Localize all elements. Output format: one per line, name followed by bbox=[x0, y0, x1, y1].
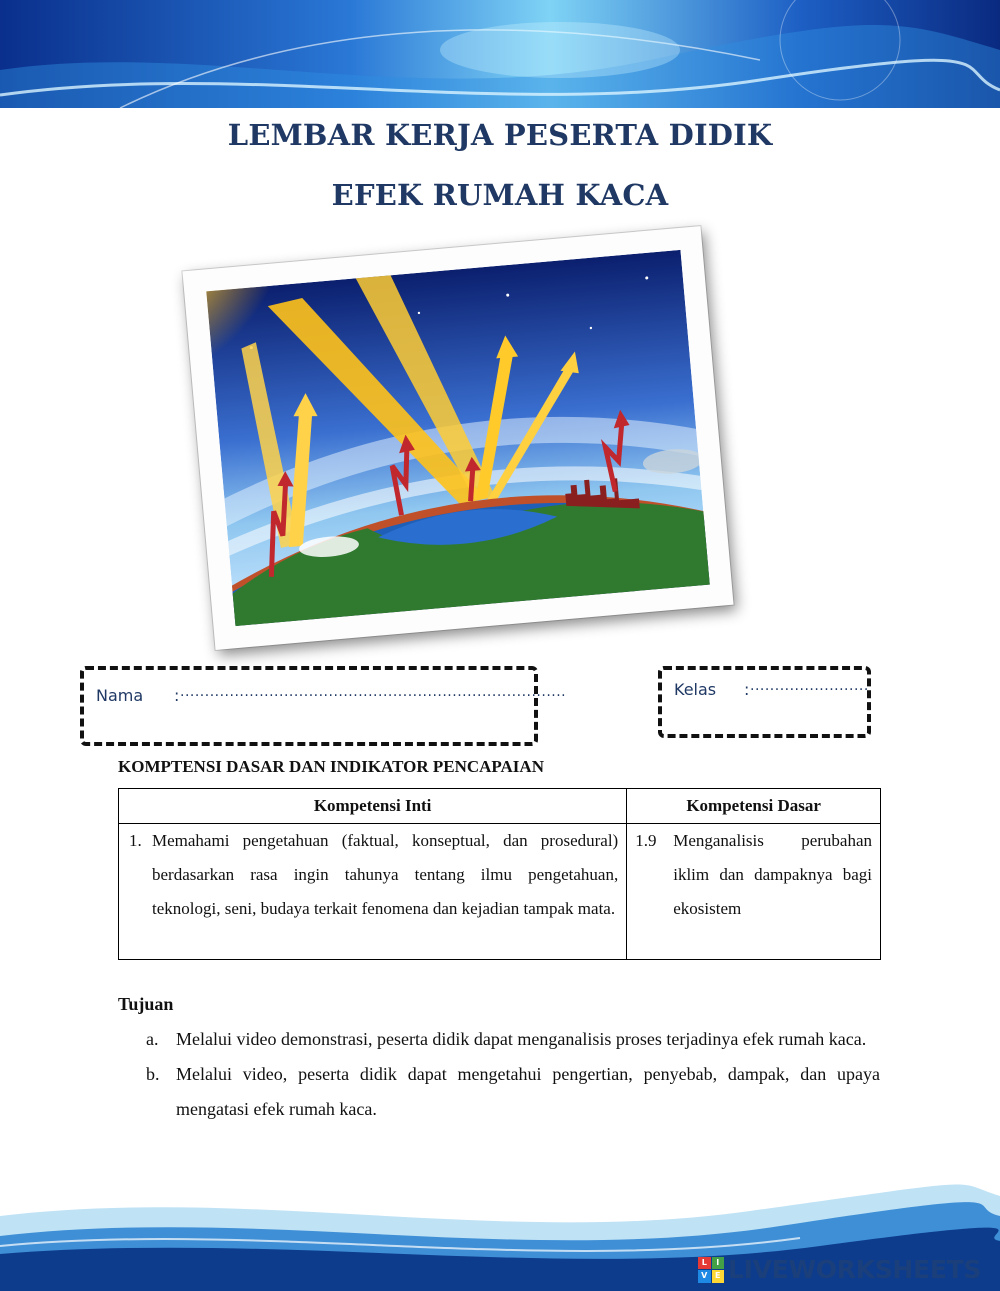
logo-letter: E bbox=[712, 1270, 725, 1283]
header-banner bbox=[0, 0, 1000, 108]
logo-letter: V bbox=[698, 1270, 711, 1283]
list-item-letter: a. bbox=[146, 1029, 159, 1049]
logo-letter: I bbox=[712, 1257, 725, 1270]
kelas-colon: : bbox=[744, 680, 750, 699]
list-item bbox=[146, 1057, 880, 1127]
competency-table bbox=[118, 788, 881, 960]
kd-text: Menganalisis perubahan iklim dan dampaknya bagi ekosistem bbox=[673, 831, 872, 918]
liveworksheets-watermark bbox=[698, 1255, 981, 1284]
kd-number: 1.9 bbox=[635, 831, 657, 850]
kd-cell bbox=[627, 824, 881, 960]
table-header-row bbox=[119, 789, 881, 824]
liveworksheets-logo-icon bbox=[698, 1257, 724, 1283]
ki-number: 1. bbox=[129, 831, 142, 850]
tujuan-list bbox=[146, 1022, 880, 1127]
list-item-text: Melalui video, peserta didik dapat mengetahui pengertian, penyebab, dampak, dan upaya mengatasi efek rumah kaca. bbox=[176, 1064, 880, 1119]
nama-box bbox=[80, 666, 567, 746]
logo-letter: L bbox=[698, 1257, 711, 1270]
watermark-text: LIVEWORKSHEETS bbox=[728, 1255, 982, 1284]
header-kompetensi-dasar: Kompetensi Dasar bbox=[627, 789, 881, 824]
greenhouse-illustration-frame bbox=[182, 226, 733, 650]
list-item bbox=[146, 1022, 880, 1057]
kelas-box bbox=[658, 666, 871, 738]
nama-input[interactable]: .............................................................................. bbox=[180, 684, 567, 700]
table-row bbox=[119, 824, 881, 960]
section-heading: KOMPTENSI DASAR DAN INDIKATOR PENCAPAIAN bbox=[118, 757, 544, 776]
nama-label: Nama bbox=[96, 686, 144, 705]
ki-text: Memahami pengetahuan (faktual, konseptual, dan prosedural) berdasarkan rasa ingin tahunya tentang ilmu pengetahuan, teknologi, seni, budaya terkait fenomena dan kejadian tampak mata. bbox=[152, 831, 619, 918]
list-item-letter: b. bbox=[146, 1064, 160, 1084]
greenhouse-effect-illustration bbox=[206, 250, 709, 626]
page-subtitle: EFEK RUMAH KACA bbox=[331, 178, 669, 212]
kelas-label: Kelas bbox=[674, 680, 717, 699]
kelas-input[interactable]: ........................ bbox=[750, 678, 869, 694]
list-item-text: Melalui video demonstrasi, peserta didik dapat menganalisis proses terjadinya efek rumah kaca. bbox=[176, 1029, 867, 1049]
page-title: LEMBAR KERJA PESERTA DIDIK bbox=[227, 118, 773, 152]
ki-cell bbox=[119, 824, 627, 960]
tujuan-heading: Tujuan bbox=[118, 994, 174, 1014]
header-kompetensi-inti: Kompetensi Inti bbox=[119, 789, 627, 824]
nama-colon: : bbox=[174, 686, 180, 705]
